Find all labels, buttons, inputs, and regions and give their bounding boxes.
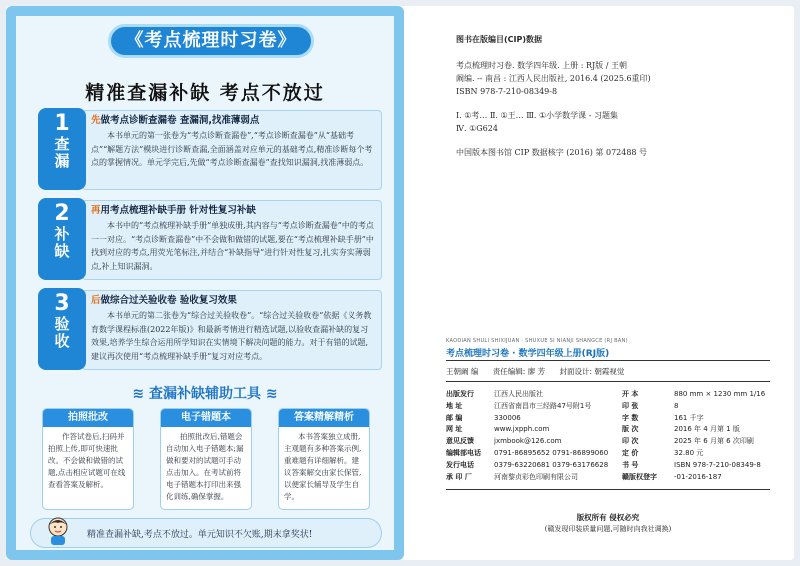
tool-error-notebook: 电子错题本 拍照批改后,错题会自动加入电子错题本;漏做和要对的试题可手动点击加入。在考试前将电子错题本打印出来强化训练,确保掌握。 <box>160 408 252 510</box>
step-text: 本书单元的第一张卷为“考点诊断查漏卷”,“考点诊断查漏卷”从“基础考点”“解题方法”模块进行诊断查漏,全面涵盖对应单元的基础考点,精准诊断每个考点的掌握情况。单元学完后,先做“考点诊断查漏卷”查找知识漏洞,找准薄弱点。 <box>91 131 373 167</box>
book-title-pinyin: KAODIAN SHULI SHIXIJUAN · SHUXUE SI NIANJI SHANGCE (RJ BAN) <box>446 338 628 344</box>
tool-answer-analysis: 答案精解精析 本书答案独立成册,主观题有多种答案示例,重难题有详细解析。建议答案解交由家长保管,以便家长辅导及学生自学。 <box>278 408 370 510</box>
step-badge: 1 查 漏 <box>38 108 86 190</box>
step-badge: 3 验 收 <box>38 288 86 370</box>
step-body <box>82 290 382 370</box>
step-body <box>82 200 382 280</box>
copyright: 版权所有 侵权必究 <box>576 513 640 522</box>
step-heading: 再用考点梳理补缺手册 针对性复习补缺 <box>91 205 256 216</box>
footer-banner <box>30 518 382 548</box>
divider <box>446 360 770 361</box>
editors-line: 王朝阚 编 责任编辑: 廖 芳 封面设计: 朝霞视觉 <box>446 367 625 376</box>
student-avatar-icon <box>45 515 71 545</box>
tools-title: ≋ 查漏补缺辅助工具 ≋ <box>132 386 278 402</box>
step-text: 本书单元的第二张卷为“综合过关验收卷”。“综合过关验收卷”依据《义务教育数学课程标准(2022年版)》和最新考情进行精选试题,以验收查漏补缺的复习效果,培养学生综合运用所学知识在实情境下解决问题的能力。对于有错的试题,建议再次使用“考点梳理补缺手册”复习对应考点。 <box>91 311 372 361</box>
step-verify <box>38 288 376 370</box>
page-banner: 《考点梳理时习卷》 <box>108 24 314 58</box>
cip-title: 图书在版编目(CIP)数据 <box>456 35 543 44</box>
step-fill <box>38 198 376 280</box>
publication-info-left: 出版发行 江西人民出版社 地 址 江西省南昌市三经路47号附1号 邮 编 330006 网 址 www.jxpph.com 意见反馈 jxmbook@126.com 编辑部电话 0791-86895652 0791-86899060 发行电话 0379-63220681 0379-63176628 承 印 厂 河南黎贞彩色印刷有限公司 <box>446 390 609 481</box>
cip-block: 图书在版编目(CIP)数据 考点梳理时习卷. 数学四年级. 上册 : RJ版 / 王朝 阚编. -- 南昌 : 江西人民出版社, 2016.4 (2025.6重印) ISBN 978-7-210-08349-8 Ⅰ. ①考… Ⅱ. ①王… Ⅲ. ①小学数学课 - 习题集 Ⅳ. ①G624 中国版本图书馆 CIP 数据核字 (2016) 第 072488 号 <box>456 34 776 159</box>
step-badge: 2 补 缺 <box>38 198 86 280</box>
right-page <box>410 6 794 560</box>
step-heading: 先做考点诊断查漏卷 查漏洞,找准薄弱点 <box>91 115 260 126</box>
step-body <box>82 110 382 190</box>
book-spread <box>6 6 794 560</box>
page-slogan: 精准查漏补缺 考点不放过 <box>85 82 325 104</box>
quality-notice: (赣发现印装质量问题,可随时向我社调换) <box>544 525 672 533</box>
footer-text: 精准查漏补缺,考点不放过。单元知识不欠账,期末拿奖状! <box>87 530 313 540</box>
step-heading: 后做综合过关验收卷 验收复习效果 <box>91 295 237 306</box>
step-text: 本书中的“考点梳理补缺手册”单独成册,其内容与“考点诊断查漏卷”中的考点一一对应。“考点诊断查漏卷”中不会做和做错的试题,要在“考点梳理补缺手册”中找到对应的考点,用荧光笔标注,并结合“补缺指导”进行针对性复习,扎实夯实薄弱点,补上知识漏洞。 <box>91 221 374 271</box>
divider <box>446 489 770 490</box>
tool-photo-grading: 拍照批改 作答试卷后,扫码并拍照上传,即可快速批改。不会做和做错的试题,点击相应试题可在线查看答案及解析。 <box>42 408 134 510</box>
step-check <box>38 108 376 190</box>
publication-info-right: 开 本 880 mm × 1230 mm 1/16 印 张 8 字 数 161 千字 版 次 2016 年 4 月第 1 版 印 次 2025 年 6 月第 6 次印刷 定 价 32.80 元 书 号 ISBN 978-7-210-08349-8 赣版权登字 -01-2016-187 <box>622 390 766 481</box>
left-page <box>6 6 404 560</box>
divider <box>446 381 770 382</box>
book-title: 考点梳理时习卷 · 数学四年级上册(RJ版) <box>446 349 610 359</box>
